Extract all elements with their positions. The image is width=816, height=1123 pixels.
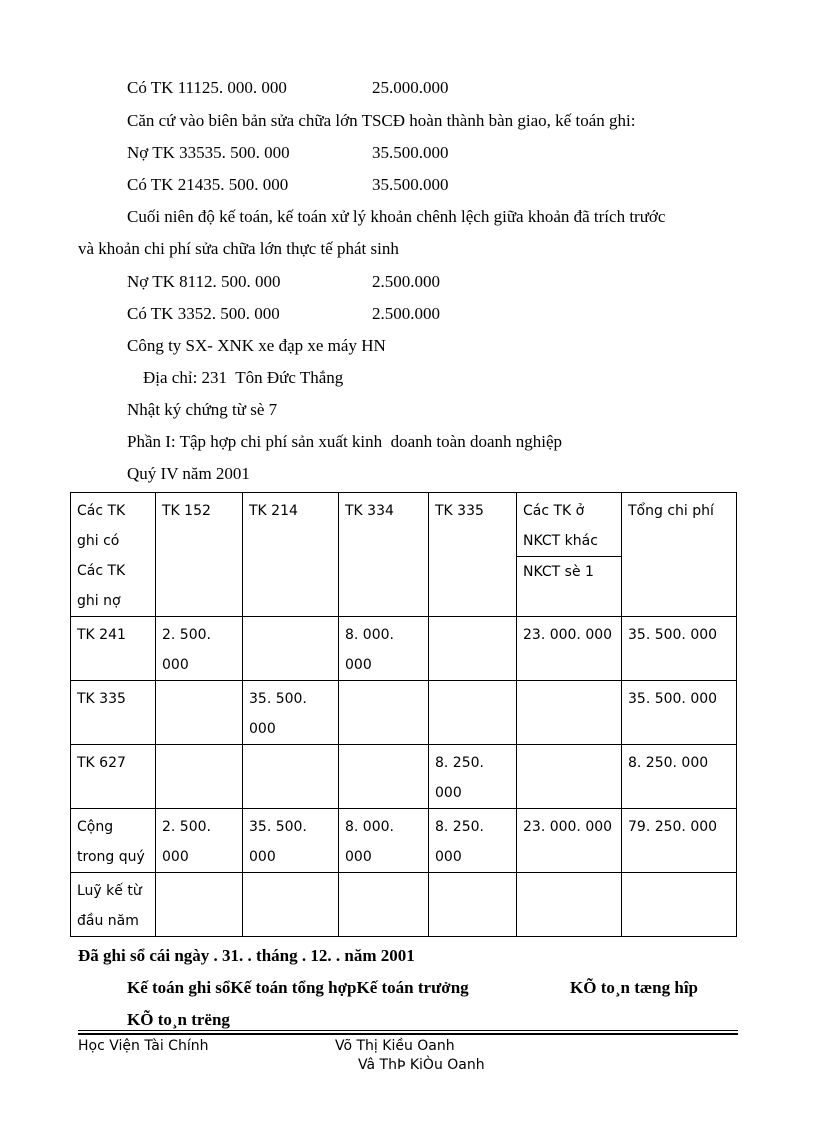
company-name: Công ty SX- XNK xe đạp xe máy HN (127, 336, 386, 355)
header-corner-line: Các TK (77, 503, 126, 519)
header-corner-cell (71, 493, 156, 617)
table-row (71, 745, 737, 809)
entry-co-tk214-amount: 35.500.000 (372, 175, 449, 194)
entry-no-tk811: Nợ TK 8112. 500. 000 (127, 272, 281, 291)
ledger-date: Đã ghi sổ cái ngày . 31. . tháng . 12. . năm 2001 (78, 946, 415, 965)
cell-tk152 (156, 745, 243, 809)
row-label: TK 335 (71, 681, 156, 745)
cell-tk152: 2. 500. 000 (156, 809, 243, 873)
signature-titles: Kế toán ghi sổKế toán tổng hợpKế toán trưởng (127, 978, 469, 997)
footer-author-garbled: Vâ ThÞ KiÒu Oanh (358, 1057, 485, 1073)
quarter-title: Quý IV năm 2001 (127, 464, 250, 483)
cell-tk334: 8. 000. 000 (339, 809, 429, 873)
cell-total: 8. 250. 000 (622, 745, 737, 809)
cell-tk334 (339, 681, 429, 745)
company-address: Địa chỉ: 231 Tôn Đức Thắng (143, 368, 344, 387)
cell-tk334 (339, 745, 429, 809)
header-corner-line: ghi nợ (77, 593, 121, 609)
cell-other (517, 745, 622, 809)
row-label: TK 241 (71, 617, 156, 681)
table-header-row (71, 493, 737, 617)
cell-tk335: 8. 250. 000 (429, 809, 517, 873)
cell-tk335 (429, 617, 517, 681)
cell-other (517, 873, 622, 937)
cell-total: 35. 500. 000 (622, 617, 737, 681)
header-tk335: TK 335 (429, 493, 517, 617)
cell-other: 23. 000. 000 (517, 617, 622, 681)
footer-author: Võ Thị Kiều Oanh (335, 1038, 455, 1054)
header-total: Tổng chi phí (622, 493, 737, 617)
cell-tk152: 2. 500. 000 (156, 617, 243, 681)
cell-total: 35. 500. 000 (622, 681, 737, 745)
part-title: Phần I: Tập hợp chi phí sản xuất kinh doanh toàn doanh nghiệp (127, 432, 563, 451)
header-corner-line: Các TK (77, 563, 126, 579)
row-label: Cộng trong quý (71, 809, 156, 873)
entry-no-tk335-amount: 35.500.000 (372, 143, 449, 162)
signature-garbled-2: KÕ to¸n trëng (127, 1010, 230, 1029)
header-tk152: TK 152 (156, 493, 243, 617)
footer-rule (78, 1030, 738, 1031)
entry-co-tk111-amount: 25.000.000 (372, 78, 449, 97)
header-tk214: TK 214 (243, 493, 339, 617)
paragraph-cuoi-nien-do: Cuối niên độ kế toán, kế toán xử lý khoản chênh lệch giữa khoản đã trích trước (127, 207, 666, 226)
header-other-line: NKCT khác (523, 533, 598, 549)
row-label: TK 627 (71, 745, 156, 809)
paragraph-can-cu: Căn cứ vào biên bản sửa chữa lớn TSCĐ hoàn thành bàn giao, kế toán ghi: (127, 111, 636, 130)
cell-tk335: 8. 250. 000 (429, 745, 517, 809)
entry-no-tk335: Nợ TK 33535. 500. 000 (127, 143, 290, 162)
cell-tk335 (429, 681, 517, 745)
journal-table (70, 492, 737, 937)
table-row (71, 617, 737, 681)
footer-school: Học Viện Tài Chính (78, 1038, 209, 1054)
entry-co-tk335-amount: 2.500.000 (372, 304, 440, 323)
cell-tk214 (243, 873, 339, 937)
row-label: Luỹ kế từ đầu năm (71, 873, 156, 937)
cell-total: 79. 250. 000 (622, 809, 737, 873)
signature-garbled-1: KÕ to¸n tæng hîp (570, 978, 698, 997)
cell-tk335 (429, 873, 517, 937)
cell-other: 23. 000. 000 (517, 809, 622, 873)
header-other-sub: NKCT sè 1 (517, 556, 621, 587)
cell-tk334: 8. 000. 000 (339, 617, 429, 681)
journal-title: Nhật ký chứng từ sè 7 (127, 400, 278, 419)
footer-rule-thick (78, 1033, 738, 1035)
header-corner-line: ghi có (77, 533, 120, 549)
entry-no-tk811-amount: 2.500.000 (372, 272, 440, 291)
header-tk334: TK 334 (339, 493, 429, 617)
cell-tk214 (243, 617, 339, 681)
cell-tk334 (339, 873, 429, 937)
entry-co-tk111: Có TK 11125. 000. 000 (127, 78, 287, 97)
cell-total (622, 873, 737, 937)
entry-co-tk335: Có TK 3352. 500. 000 (127, 304, 280, 323)
entry-co-tk214: Có TK 21435. 500. 000 (127, 175, 289, 194)
table-row-total (71, 809, 737, 873)
cell-tk214: 35. 500. 000 (243, 809, 339, 873)
header-other-nkct (517, 493, 622, 617)
header-other-line: Các TK ở (523, 503, 585, 519)
cell-other (517, 681, 622, 745)
cell-tk152 (156, 681, 243, 745)
cell-tk152 (156, 873, 243, 937)
table-row-cumulative (71, 873, 737, 937)
paragraph-cuoi-nien-do-cont: và khoản chi phí sửa chữa lớn thực tế phát sinh (78, 239, 399, 258)
table-row (71, 681, 737, 745)
cell-tk214 (243, 745, 339, 809)
cell-tk214: 35. 500. 000 (243, 681, 339, 745)
